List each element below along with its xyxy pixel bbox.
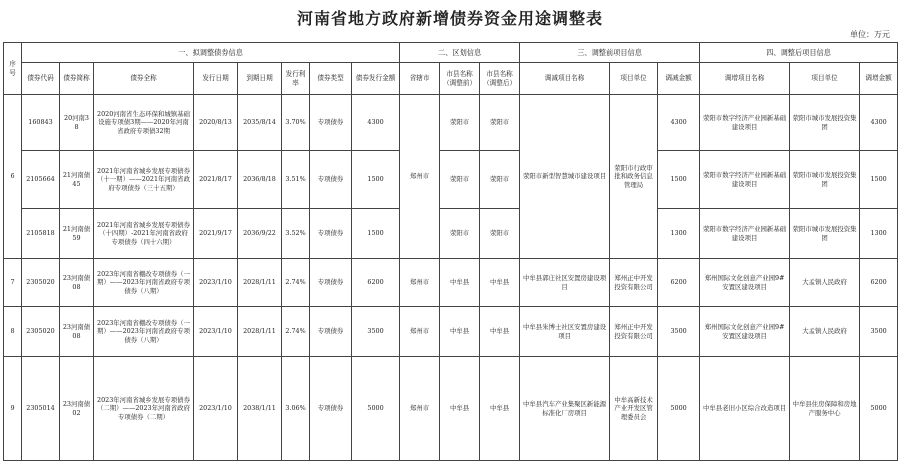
bond-full-cell: 2023年河南省棚改专项债券（一期）——2023年河南省政府专项债券（八期） xyxy=(94,259,194,307)
issue-date-cell: 2023/1/10 xyxy=(194,307,238,357)
table-row xyxy=(4,151,898,209)
after-project-cell: 中牟县老旧小区综合改造项目 xyxy=(700,357,790,461)
issue-date-cell: 2023/1/10 xyxy=(194,259,238,307)
before-amount-cell: 3500 xyxy=(658,307,700,357)
header-issue-date: 发行日期 xyxy=(194,63,238,95)
city-cell: 郑州市 xyxy=(400,357,440,461)
header-bond-code: 债券代码 xyxy=(22,63,60,95)
header-group-before: 三、调整前项目信息 xyxy=(520,43,700,63)
after-unit-cell: 荥阳市城市发展投资集团 xyxy=(790,151,860,209)
header-group-after: 四、调整后项目信息 xyxy=(700,43,898,63)
before-amount-cell: 6200 xyxy=(658,259,700,307)
issue-date-cell: 2020/8/13 xyxy=(194,95,238,151)
bond-short-cell: 20河南38 xyxy=(60,95,94,151)
county-after-cell: 中牟县 xyxy=(480,357,520,461)
bond-full-cell: 2023年河南省城乡发展专项债券（二期）——2023年河南省政府专项债券（二期） xyxy=(94,357,194,461)
page-title: 河南省地方政府新增债券资金用途调整表 xyxy=(296,9,603,28)
header-group-bonds: 一、拟调整债券信息 xyxy=(22,43,400,63)
amount-cell: 5000 xyxy=(352,357,400,461)
bond-short-cell: 21河南债59 xyxy=(60,209,94,259)
row-index: 9 xyxy=(4,357,22,461)
bond-full-cell: 2020河南省生态环保和城镇基础设施专项债3期——2020年河南省政府专项债32期 xyxy=(94,95,194,151)
maturity-date-cell: 2036/8/18 xyxy=(238,151,282,209)
county-after-cell: 荥阳市 xyxy=(480,151,520,209)
after-amount-cell: 1500 xyxy=(860,151,898,209)
before-project-cell: 中牟县汽车产业集聚区新能源标准化厂房项目 xyxy=(520,357,610,461)
county-after-cell: 荥阳市 xyxy=(480,95,520,151)
header-type: 债券类型 xyxy=(310,63,352,95)
after-project-cell: 郑州国际文化创意产业园9#安置区建设项目 xyxy=(700,307,790,357)
rate-cell: 3.52% xyxy=(282,209,310,259)
header-county-before: 市县名称（调整前） xyxy=(440,63,480,95)
bond-code-cell: 2105664 xyxy=(22,151,60,209)
type-cell: 专项债券 xyxy=(310,259,352,307)
before-unit-cell: 中牟高新技术产业开发区管理委员会 xyxy=(610,357,658,461)
header-maturity-date: 到期日期 xyxy=(238,63,282,95)
amount-cell: 3500 xyxy=(352,307,400,357)
amount-cell: 1500 xyxy=(352,209,400,259)
header-before-unit: 项目单位 xyxy=(610,63,658,95)
after-project-cell: 荥阳市数字经济产业园新基础建设项目 xyxy=(700,151,790,209)
county-before-cell: 荥阳市 xyxy=(440,151,480,209)
before-amount-cell: 1500 xyxy=(658,151,700,209)
county-before-cell: 荥阳市 xyxy=(440,95,480,151)
header-before-amount: 调减金额 xyxy=(658,63,700,95)
bond-code-cell: 2105818 xyxy=(22,209,60,259)
header-bond-short: 债券简称 xyxy=(60,63,94,95)
amount-cell: 1500 xyxy=(352,151,400,209)
maturity-date-cell: 2038/1/11 xyxy=(238,357,282,461)
before-project-cell: 中牟县郭庄社区安置房建设项目 xyxy=(520,259,610,307)
after-amount-cell: 1300 xyxy=(860,209,898,259)
issue-date-cell: 2021/8/17 xyxy=(194,151,238,209)
rate-cell: 2.74% xyxy=(282,307,310,357)
before-amount-cell: 1300 xyxy=(658,209,700,259)
after-unit-cell: 荥阳市城市发展投资集团 xyxy=(790,209,860,259)
after-unit-cell: 大孟镇人民政府 xyxy=(790,259,860,307)
before-unit-cell: 郑州正中开发投资有限公司 xyxy=(610,259,658,307)
bond-code-cell: 2305020 xyxy=(22,307,60,357)
county-before-cell: 中牟县 xyxy=(440,259,480,307)
county-after-cell: 中牟县 xyxy=(480,307,520,357)
bond-code-cell: 2305020 xyxy=(22,259,60,307)
county-after-cell: 荥阳市 xyxy=(480,209,520,259)
issue-date-cell: 2021/9/17 xyxy=(194,209,238,259)
maturity-date-cell: 2036/9/22 xyxy=(238,209,282,259)
maturity-date-cell: 2028/1/11 xyxy=(238,307,282,357)
row-index: 7 xyxy=(4,259,22,307)
bond-short-cell: 23河南债02 xyxy=(60,357,94,461)
rate-cell: 3.70% xyxy=(282,95,310,151)
amount-cell: 6200 xyxy=(352,259,400,307)
row-index: 8 xyxy=(4,307,22,357)
issue-date-cell: 2023/1/10 xyxy=(194,357,238,461)
header-after-amount: 调增金额 xyxy=(860,63,898,95)
before-project-cell: 荥阳市新型智慧城市建设项目 xyxy=(520,95,610,259)
county-after-cell: 中牟县 xyxy=(480,259,520,307)
header-county-after: 市县名称（调整后） xyxy=(480,63,520,95)
header-rate: 发行利率 xyxy=(282,63,310,95)
header-city: 省辖市 xyxy=(400,63,440,95)
table-row xyxy=(4,357,898,461)
after-project-cell: 荥阳市数字经济产业园新基础建设项目 xyxy=(700,95,790,151)
after-project-cell: 荥阳市数字经济产业园新基础建设项目 xyxy=(700,209,790,259)
before-project-cell: 中牟县朱博士社区安置房建设项目 xyxy=(520,307,610,357)
type-cell: 专项债券 xyxy=(310,307,352,357)
header-index: 序号 xyxy=(4,43,22,95)
header-after-unit: 项目单位 xyxy=(790,63,860,95)
before-amount-cell: 5000 xyxy=(658,357,700,461)
county-before-cell: 荥阳市 xyxy=(440,209,480,259)
city-cell: 郑州市 xyxy=(400,95,440,259)
table-row xyxy=(4,259,898,307)
type-cell: 专项债券 xyxy=(310,357,352,461)
maturity-date-cell: 2035/8/14 xyxy=(238,95,282,151)
bond-adjustment-table xyxy=(3,42,898,461)
type-cell: 专项债券 xyxy=(310,151,352,209)
rate-cell: 2.74% xyxy=(282,259,310,307)
after-amount-cell: 5000 xyxy=(860,357,898,461)
bond-full-cell: 2021年河南省城乡发展专项债券（十一期）——2021年河南省政府专项债券（三十五期） xyxy=(94,151,194,209)
city-cell: 郑州市 xyxy=(400,307,440,357)
unit-label: 单位：万元 xyxy=(850,30,890,39)
county-before-cell: 中牟县 xyxy=(440,357,480,461)
after-amount-cell: 4300 xyxy=(860,95,898,151)
county-before-cell: 中牟县 xyxy=(440,307,480,357)
after-amount-cell: 6200 xyxy=(860,259,898,307)
after-unit-cell: 荥阳市城市发展投资集团 xyxy=(790,95,860,151)
header-group-region: 二、区划信息 xyxy=(400,43,520,63)
city-cell: 郑州市 xyxy=(400,259,440,307)
before-unit-cell: 郑州正中开发投资有限公司 xyxy=(610,307,658,357)
bond-short-cell: 23河南债08 xyxy=(60,307,94,357)
after-unit-cell: 中牟县住房保障和房地产服务中心 xyxy=(790,357,860,461)
rate-cell: 3.51% xyxy=(282,151,310,209)
bond-code-cell: 2305014 xyxy=(22,357,60,461)
bond-short-cell: 23河南债08 xyxy=(60,259,94,307)
after-project-cell: 郑州国际文化创意产业园9#安置区建设项目 xyxy=(700,259,790,307)
maturity-date-cell: 2028/1/11 xyxy=(238,259,282,307)
after-amount-cell: 3500 xyxy=(860,307,898,357)
rate-cell: 3.06% xyxy=(282,357,310,461)
table-row xyxy=(4,307,898,357)
row-index: 6 xyxy=(4,95,22,259)
before-amount-cell: 4300 xyxy=(658,95,700,151)
bond-full-cell: 2021年河南省城乡发展专项债券（十四期）-2021年河南省政府专项债券（四十六期） xyxy=(94,209,194,259)
table-row xyxy=(4,95,898,151)
bond-full-cell: 2023年河南省棚改专项债券（一期）——2023年河南省政府专项债券（八期） xyxy=(94,307,194,357)
header-before-project: 调减项目名称 xyxy=(520,63,610,95)
header-amount: 债券发行金额 xyxy=(352,63,400,95)
type-cell: 专项债券 xyxy=(310,209,352,259)
bond-code-cell: 160843 xyxy=(22,95,60,151)
type-cell: 专项债券 xyxy=(310,95,352,151)
header-bond-full: 债券全称 xyxy=(94,63,194,95)
header-after-project: 调增项目名称 xyxy=(700,63,790,95)
amount-cell: 4300 xyxy=(352,95,400,151)
after-unit-cell: 大孟镇人民政府 xyxy=(790,307,860,357)
table-row xyxy=(4,209,898,259)
before-unit-cell: 荥阳市行政审批和政务信息管理局 xyxy=(610,95,658,259)
bond-short-cell: 21河南债45 xyxy=(60,151,94,209)
